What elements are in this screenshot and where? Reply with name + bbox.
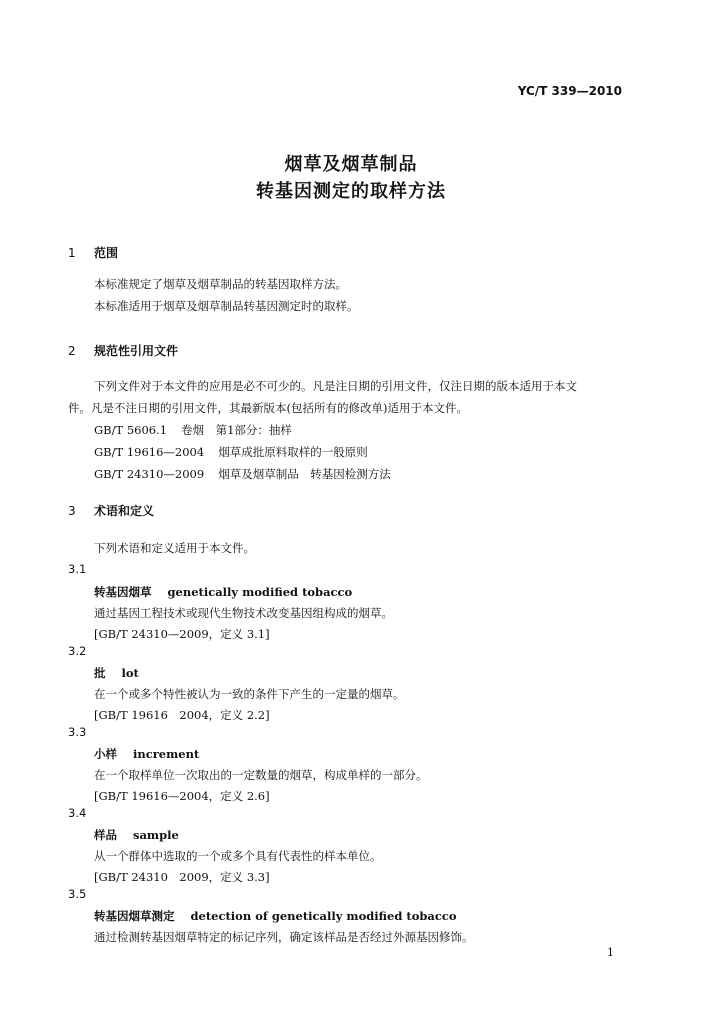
section-title: 范围 (94, 246, 119, 260)
reference-title: 烟草成批原料取样的一般原则 (218, 445, 368, 459)
normative-reference (94, 444, 368, 460)
term-heading (94, 908, 457, 924)
term-definition: 通过基因工程技术或现代生物技术改变基因组构成的烟草。 (94, 606, 393, 620)
reference-code: GB/T 5606.1 (94, 423, 168, 437)
term-en: sample (133, 828, 179, 842)
term-source: [GB/T 24310—2009，定义 3.1] (94, 627, 270, 641)
term-definition: 从一个群体中选取的一个或多个具有代表性的样本单位。 (94, 849, 382, 863)
term-number: 3.4 (68, 806, 87, 820)
term-zh: 转基因烟草测定 (94, 909, 175, 923)
term-source: [GB/T 19616 2004，定义 2.2] (94, 708, 270, 722)
term-definition: 在一个或多个特性被认为一致的条件下产生的一定量的烟草。 (94, 687, 405, 701)
standard-number: YC/T 339—2010 (517, 84, 622, 98)
section-number: 3 (68, 504, 76, 518)
term-zh: 样品 (94, 828, 117, 842)
term-zh: 小样 (94, 747, 117, 761)
section-3-intro: 下列术语和定义适用于本文件。 (94, 541, 255, 555)
reference-title: 卷烟 第1部分：抽样 (181, 423, 292, 437)
term-number: 3.1 (68, 562, 87, 576)
term-en: genetically modified tobacco (167, 585, 353, 599)
section-title: 术语和定义 (94, 504, 155, 518)
page-number: 1 (607, 946, 614, 959)
normative-reference (94, 466, 391, 482)
reference-code: GB/T 24310—2009 (94, 467, 205, 481)
term-en: increment (133, 747, 200, 761)
section-2-heading (68, 342, 178, 359)
section-1-heading (68, 244, 118, 261)
document-title-line1: 烟草及烟草制品 (284, 154, 418, 175)
document-title-line2: 转基因测定的取样方法 (256, 181, 446, 202)
section-number: 1 (68, 246, 76, 260)
reference-title: 烟草及烟草制品 转基因检测方法 (218, 467, 391, 481)
term-number: 3.3 (68, 725, 87, 739)
section-2-intro-line1: 下列文件对于本文件的应用是必不可少的。凡是注日期的引用文件，仅注日期的版本适用于本文 (94, 379, 577, 393)
section-2-intro-line2: 件。凡是不注日期的引用文件，其最新版本(包括所有的修改单)适用于本文件。 (68, 401, 468, 415)
section-1-paragraph-1: 本标准规定了烟草及烟草制品的转基因取样方法。 (94, 277, 347, 291)
term-source: [GB/T 19616—2004，定义 2.6] (94, 789, 270, 803)
term-zh: 转基因烟草 (94, 585, 152, 599)
term-heading (94, 746, 199, 762)
term-definition: 通过检测转基因烟草特定的标记序列，确定该样品是否经过外源基因修饰。 (94, 930, 474, 944)
term-source: [GB/T 24310 2009，定义 3.3] (94, 870, 270, 884)
term-number: 3.5 (68, 887, 87, 901)
term-heading (94, 827, 179, 843)
reference-code: GB/T 19616—2004 (94, 445, 205, 459)
term-en: lot (121, 666, 139, 680)
section-3-heading (68, 502, 154, 519)
term-zh: 批 (94, 666, 106, 680)
term-number: 3.2 (68, 644, 87, 658)
section-number: 2 (68, 344, 76, 358)
section-title: 规范性引用文件 (94, 344, 179, 358)
term-en: detection of genetically modified tobacco (190, 909, 457, 923)
term-definition: 在一个取样单位一次取出的一定数量的烟草，构成单样的一部分。 (94, 768, 428, 782)
section-1-paragraph-2: 本标准适用于烟草及烟草制品转基因测定时的取样。 (94, 299, 359, 313)
normative-reference (94, 422, 292, 438)
term-heading (94, 584, 352, 600)
term-heading (94, 665, 139, 681)
